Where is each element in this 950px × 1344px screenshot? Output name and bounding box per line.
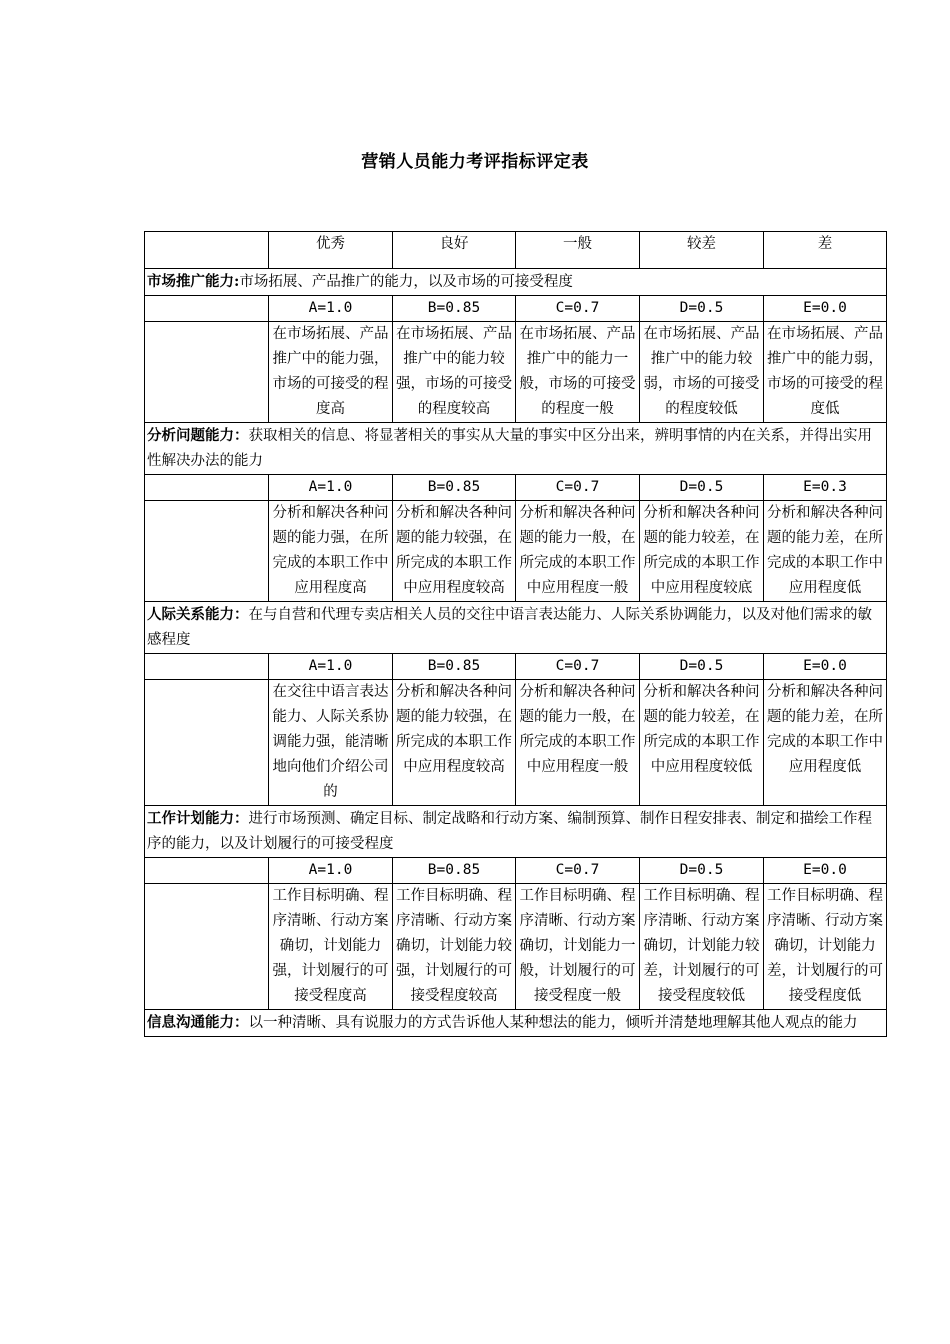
score-cell: C=0.7 (516, 858, 640, 884)
section-row (145, 423, 887, 475)
score-cell: C=0.7 (516, 654, 640, 680)
score-cell: E=0.0 (764, 654, 887, 680)
score-cell: B=0.85 (393, 858, 516, 884)
description-cell: 分析和解决各种问题的能力一般，在所完成的本职工作中应用程度一般 (516, 501, 640, 602)
section-definition-cell (145, 269, 887, 296)
page-title: 营销人员能力考评指标评定表 (361, 152, 589, 172)
blank-cell (145, 475, 269, 501)
evaluation-table (144, 231, 887, 1037)
score-row (145, 858, 887, 884)
header-excellent: 优秀 (269, 232, 393, 269)
header-good: 良好 (393, 232, 516, 269)
section-name: 分析问题能力： (147, 427, 249, 444)
section-definition-cell (145, 423, 887, 475)
blank-cell (145, 296, 269, 322)
blank-cell (145, 680, 269, 806)
score-cell: A=1.0 (269, 654, 393, 680)
description-cell: 在市场拓展、产品推广中的能力弱，市场的可接受的程度低 (764, 322, 887, 423)
description-row (145, 680, 887, 806)
score-cell: D=0.5 (640, 654, 764, 680)
section-row (145, 269, 887, 296)
description-cell: 分析和解决各种问题的能力差，在所完成的本职工作中应用程度低 (764, 680, 887, 806)
header-average: 一般 (516, 232, 640, 269)
header-row (145, 232, 887, 269)
score-cell: A=1.0 (269, 858, 393, 884)
score-cell: D=0.5 (640, 475, 764, 501)
description-row (145, 322, 887, 423)
section-definition: 进行市场预测、确定目标、制定战略和行动方案、编制预算、制作日程安排表、制定和描绘工作程序的能力，以及计划履行的可接受程度 (147, 811, 872, 852)
description-cell: 在市场拓展、产品推广中的能力较弱，市场的可接受的程度较低 (640, 322, 764, 423)
section-row (145, 806, 887, 858)
description-cell: 工作目标明确、程序清晰、行动方案确切，计划能力一般，计划履行的可接受程度一般 (516, 884, 640, 1010)
section-definition-cell (145, 602, 887, 654)
section-row (145, 1010, 887, 1037)
description-cell: 在市场拓展、产品推广中的能力一般，市场的可接受的程度一般 (516, 322, 640, 423)
blank-cell (145, 884, 269, 1010)
score-cell: B=0.85 (393, 654, 516, 680)
section-name: 信息沟通能力： (147, 1014, 249, 1031)
description-cell: 分析和解决各种问题的能力差，在所完成的本职工作中应用程度低 (764, 501, 887, 602)
section-definition: 市场拓展、产品推广的能力，以及市场的可接受程度 (239, 274, 573, 290)
score-cell: C=0.7 (516, 475, 640, 501)
section-definition-cell (145, 1010, 887, 1037)
header-corner-cell (145, 232, 269, 269)
score-row (145, 296, 887, 322)
description-cell: 分析和解决各种问题的能力较强，在所完成的本职工作中应用程度较高 (393, 680, 516, 806)
score-row (145, 475, 887, 501)
description-cell: 工作目标明确、程序清晰、行动方案确切，计划能力强，计划履行的可接受程度高 (269, 884, 393, 1010)
score-cell: D=0.5 (640, 296, 764, 322)
section-definition-cell (145, 806, 887, 858)
score-cell: A=1.0 (269, 475, 393, 501)
section-definition: 在与自营和代理专卖店相关人员的交往中语言表达能力、人际关系协调能力，以及对他们需求的敏感程度 (147, 607, 872, 648)
blank-cell (145, 322, 269, 423)
section-name: 工作计划能力： (147, 810, 249, 827)
section-row (145, 602, 887, 654)
description-cell: 分析和解决各种问题的能力较差，在所完成的本职工作中应用程度较低 (640, 680, 764, 806)
score-cell: A=1.0 (269, 296, 393, 322)
header-bad: 差 (764, 232, 887, 269)
score-row (145, 654, 887, 680)
description-cell: 工作目标明确、程序清晰、行动方案确切，计划能力较强，计划履行的可接受程度较高 (393, 884, 516, 1010)
section-name: 市场推广能力: (147, 273, 240, 290)
score-cell: E=0.3 (764, 475, 887, 501)
score-cell: E=0.0 (764, 858, 887, 884)
section-name: 人际关系能力： (147, 606, 249, 623)
description-cell: 分析和解决各种问题的能力较强，在所完成的本职工作中应用程度较高 (393, 501, 516, 602)
blank-cell (145, 654, 269, 680)
description-cell: 工作目标明确、程序清晰、行动方案确切，计划能力较差，计划履行的可接受程度较低 (640, 884, 764, 1010)
blank-cell (145, 501, 269, 602)
description-cell: 分析和解决各种问题的能力较差，在所完成的本职工作中应用程度较底 (640, 501, 764, 602)
blank-cell (145, 858, 269, 884)
description-row (145, 501, 887, 602)
score-cell: E=0.0 (764, 296, 887, 322)
header-poor: 较差 (640, 232, 764, 269)
section-definition: 获取相关的信息、将显著相关的事实从大量的事实中区分出来，辨明事情的内在关系，并得出实用性解决办法的能力 (147, 428, 872, 469)
description-row (145, 884, 887, 1010)
description-cell: 工作目标明确、程序清晰、行动方案确切，计划能力差，计划履行的可接受程度低 (764, 884, 887, 1010)
score-cell: B=0.85 (393, 296, 516, 322)
score-cell: B=0.85 (393, 475, 516, 501)
description-cell: 在市场拓展、产品推广中的能力较强，市场的可接受的程度较高 (393, 322, 516, 423)
description-cell: 在市场拓展、产品推广中的能力强，市场的可接受的程度高 (269, 322, 393, 423)
score-cell: C=0.7 (516, 296, 640, 322)
score-cell: D=0.5 (640, 858, 764, 884)
description-cell: 在交往中语言表达能力、人际关系协调能力强，能清晰地向他们介绍公司的 (269, 680, 393, 806)
section-definition: 以一种清晰、具有说服力的方式告诉他人某种想法的能力，倾听并清楚地理解其他人观点的能力 (248, 1015, 858, 1031)
description-cell: 分析和解决各种问题的能力强，在所完成的本职工作中应用程度高 (269, 501, 393, 602)
description-cell: 分析和解决各种问题的能力一般，在所完成的本职工作中应用程度一般 (516, 680, 640, 806)
